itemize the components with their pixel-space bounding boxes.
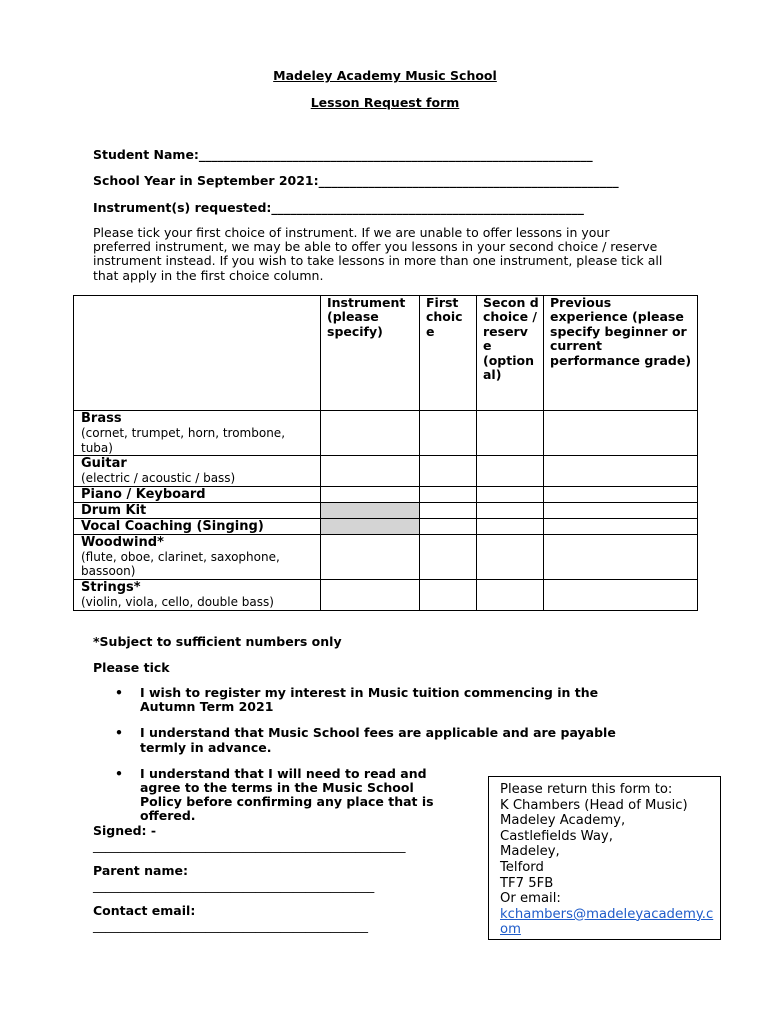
table-row-piano [74,486,698,502]
instructions-paragraph: Please tick your first choice of instrument. If we are unable to offer lessons in your preferred instrument, we may be able to offer you lessons in your second choice / reserve instrument instead. If you wish to take lessons in more than one instrument, please tick all that apply in the first choice column. [93,225,663,283]
school-title: Madeley Academy Music School [273,68,497,83]
second-choice-cell[interactable] [477,579,544,610]
header-instrument: Instrument (please specify) [321,296,420,411]
declaration-text: I understand that Music School fees are applicable and are payable termly in advance. [140,725,616,755]
declaration-item[interactable] [93,767,440,824]
school-year-field[interactable]: School Year in September 2021:________________________________________________ [93,173,619,188]
return-line: TF7 5FB [500,875,554,891]
parent-name-line[interactable]: _____________________________________________ [93,878,375,893]
header-first-choice: First choic e [420,296,477,411]
instrument-name: Brass [81,411,122,426]
row-label-cell [74,518,321,534]
header-experience: Previous experience (please specify beginner or current performance grade) [544,296,698,411]
instrument-name: Strings* [81,579,141,595]
instrument-detail: (electric / acoustic / bass) [81,471,236,486]
second-choice-cell[interactable] [477,411,544,456]
first-choice-cell[interactable] [420,411,477,456]
row-label-cell [74,579,321,610]
instrument-name: Piano / Keyboard [81,486,206,502]
instrument-cell[interactable] [321,486,420,502]
first-choice-cell[interactable] [420,502,477,518]
second-choice-cell[interactable] [477,518,544,534]
row-label-cell [74,486,321,502]
instrument-detail: (cornet, trumpet, horn, trombone, tuba) [81,426,286,455]
instrument-cell[interactable] [321,411,420,456]
second-choice-cell[interactable] [477,486,544,502]
first-choice-cell[interactable] [420,486,477,502]
instrument-cell[interactable] [321,579,420,610]
second-choice-cell[interactable] [477,456,544,487]
table-row-vocal [74,518,698,534]
return-line: Telford [500,859,544,875]
please-tick-label: Please tick [93,660,170,675]
table-row-drum-kit [74,502,698,518]
instrument-name: Woodwind* [81,534,164,550]
student-name-field[interactable]: Student Name:_______________________________________________________________ [93,147,593,162]
bullet-icon: • [115,765,123,781]
instrument-cell[interactable] [321,456,420,487]
experience-cell[interactable] [544,502,698,518]
footnote: *Subject to sufficient numbers only [93,634,342,649]
experience-cell[interactable] [544,534,698,579]
table-header-row [74,296,698,411]
declaration-item[interactable] [93,686,653,714]
return-line: Madeley Academy, [500,813,626,829]
experience-cell[interactable] [544,579,698,610]
return-address-box [488,776,721,940]
table-row-strings [74,579,698,610]
first-choice-cell[interactable] [420,456,477,487]
instrument-cell-shaded [321,502,420,518]
return-line: K Chambers (Head of Music) [500,797,688,813]
header-second-choice: Secon d choice / reserv e (option al) [477,296,544,411]
row-label-cell [74,411,321,456]
email-link[interactable]: kchambers@madeleyacademy.com [500,906,714,938]
signed-line[interactable]: __________________________________________________ [93,838,406,853]
return-line: Or email: [500,891,561,907]
instrument-name: Drum Kit [81,502,147,518]
return-line: Please return this form to: [500,782,673,797]
experience-cell[interactable] [544,486,698,502]
row-label-cell [74,456,321,487]
declaration-text: I wish to register my interest in Music tuition commencing in the Autumn Term 2021 [140,685,599,715]
table-row-guitar [74,456,698,487]
instrument-table [73,295,698,611]
second-choice-cell[interactable] [477,534,544,579]
return-line: Madeley, [500,844,560,860]
instrument-cell-shaded [321,518,420,534]
form-title: Lesson Request form [310,95,460,110]
contact-email-line[interactable]: ____________________________________________ [93,918,368,933]
instrument-cell[interactable] [321,534,420,579]
experience-cell[interactable] [544,456,698,487]
experience-cell[interactable] [544,518,698,534]
row-label-cell [74,534,321,579]
row-label-cell [74,502,321,518]
second-choice-cell[interactable] [477,502,544,518]
instrument-name: Vocal Coaching (Singing) [81,518,264,534]
return-line: Castlefields Way, [500,828,613,844]
instruments-requested-field[interactable]: Instrument(s) requested:__________________________________________________ [93,200,584,215]
first-choice-cell[interactable] [420,534,477,579]
instrument-detail: (violin, viola, cello, double bass) [81,594,274,609]
first-choice-cell[interactable] [420,579,477,610]
experience-cell[interactable] [544,411,698,456]
declaration-item[interactable] [93,726,653,754]
contact-email-label: Contact email: [93,903,196,918]
parent-name-label: Parent name: [93,863,188,878]
header-blank-cell [74,296,321,411]
signed-label: Signed: - [93,823,157,838]
first-choice-cell[interactable] [420,518,477,534]
table-row-brass [74,411,698,456]
bullet-icon: • [115,725,123,741]
instrument-detail: (flute, oboe, clarinet, saxophone, bassoon) [81,549,280,579]
table-row-woodwind [74,534,698,579]
declaration-text: I understand that I will need to read and agree to the terms in the Music School Policy before confirming any place that is offered. [140,765,434,824]
bullet-icon: • [115,685,123,700]
instrument-name: Guitar [81,456,127,472]
